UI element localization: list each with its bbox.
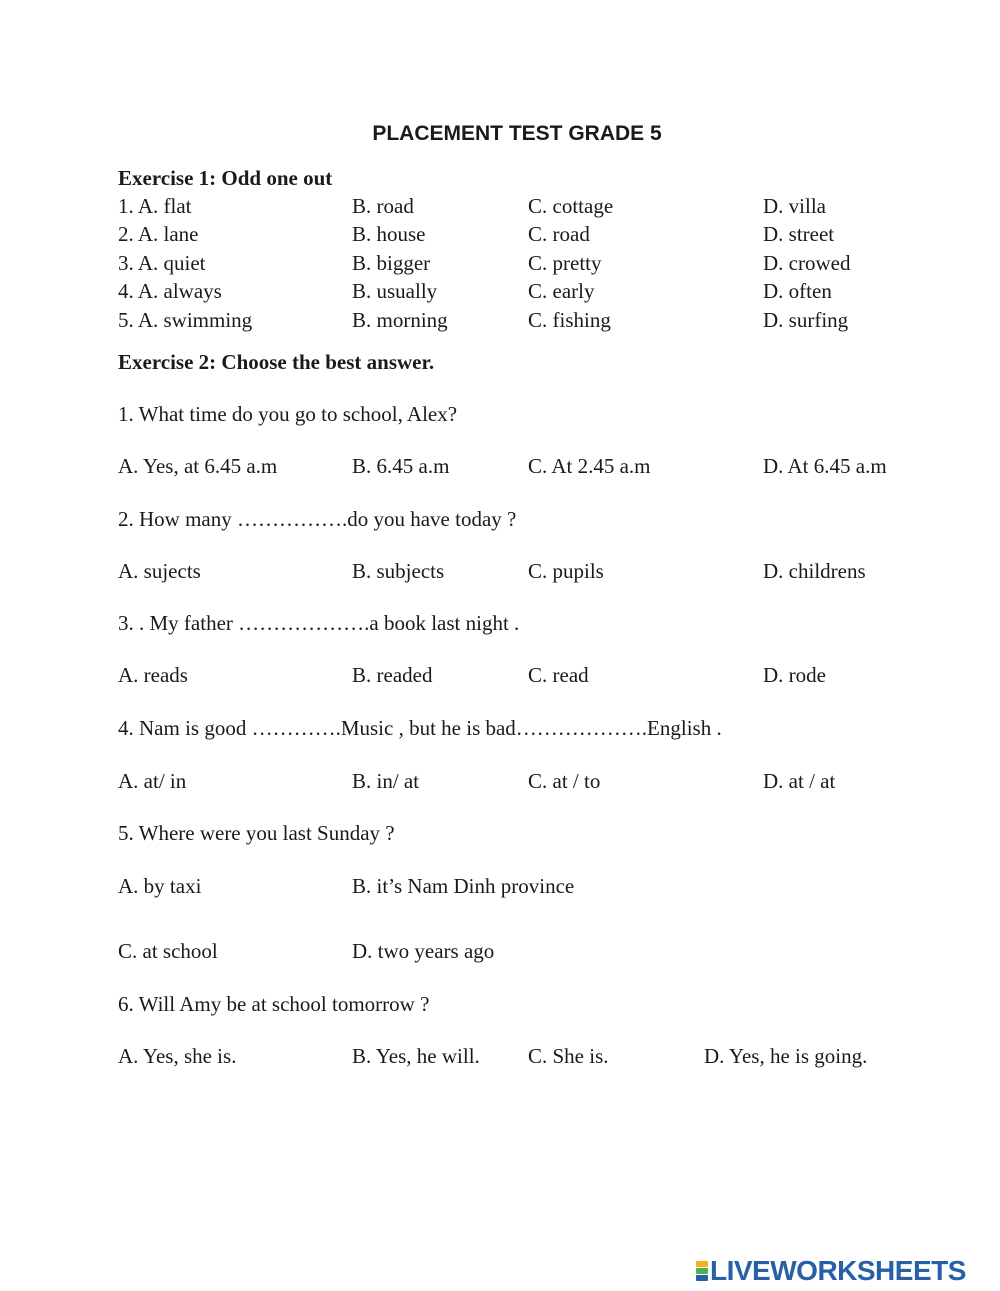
ex2-q3-option-a: A. reads <box>118 663 188 687</box>
ex2-q5-option-c: C. at school <box>118 939 218 963</box>
ex2-q3-option-c: C. read <box>528 663 589 687</box>
ex2-q3-option-d: D. rode <box>763 663 826 687</box>
ex2-q6-option-c: C. She is. <box>528 1044 609 1068</box>
ex2-q6-option-b: B. Yes, he will. <box>352 1044 480 1068</box>
ex2-q4-option-b: B. in/ at <box>352 769 420 793</box>
logo-mark-bar <box>696 1268 708 1274</box>
ex2-question-6: 6. Will Amy be at school tomorrow ? <box>118 992 430 1016</box>
ex2-q1-option-a: A. Yes, at 6.45 a.m <box>118 454 278 478</box>
exercise-1-heading: Exercise 1: Odd one out <box>118 166 333 190</box>
ex1-row-4-d: D. often <box>763 279 832 303</box>
ex2-question-3: 3. . My father ……………….a book last night . <box>118 611 520 635</box>
logo-mark-bar <box>696 1261 708 1267</box>
ex2-q2-option-d: D. childrens <box>763 559 866 583</box>
ex1-row-2-c: C. road <box>528 222 590 246</box>
ex2-q6-option-d: D. Yes, he is going. <box>704 1044 868 1068</box>
ex1-row-5-c: C. fishing <box>528 308 611 332</box>
ex2-q5-option-b: B. it’s Nam Dinh province <box>352 874 575 898</box>
ex2-q6-option-a: A. Yes, she is. <box>118 1044 237 1068</box>
ex1-row-1-d: D. villa <box>763 194 826 218</box>
ex2-question-4: 4. Nam is good ………….Music , but he is bad……………….English . <box>118 716 722 740</box>
ex2-q3-option-b: B. readed <box>352 663 433 687</box>
ex1-row-3-d: D. crowed <box>763 251 851 275</box>
ex1-row-3-a: 3. A. quiet <box>118 251 206 275</box>
ex2-q2-option-a: A. sujects <box>118 559 201 583</box>
ex1-row-2-a: 2. A. lane <box>118 222 199 246</box>
ex1-row-2-b: B. house <box>352 222 426 246</box>
logo-mark-bar <box>696 1275 708 1281</box>
ex1-row-5-d: D. surfing <box>763 308 849 332</box>
ex2-q4-option-d: D. at / at <box>763 769 836 793</box>
ex2-q1-option-b: B. 6.45 a.m <box>352 454 450 478</box>
ex2-q4-option-c: C. at / to <box>528 769 601 793</box>
ex1-row-3-c: C. pretty <box>528 251 602 275</box>
ex1-row-4-c: C. early <box>528 279 595 303</box>
ex1-row-1-a: 1. A. flat <box>118 194 192 218</box>
exercise-2-heading: Exercise 2: Choose the best answer. <box>118 350 435 374</box>
ex1-row-5-a: 5. A. swimming <box>118 308 253 332</box>
ex1-row-1-c: C. cottage <box>528 194 614 218</box>
ex1-row-2-d: D. street <box>763 222 835 246</box>
ex1-row-3-b: B. bigger <box>352 251 431 275</box>
ex1-row-4-b: B. usually <box>352 279 438 303</box>
logo-text: LIVEWORKSHEETS <box>710 1255 966 1286</box>
ex2-q4-option-a: A. at/ in <box>118 769 187 793</box>
ex1-row-4-a: 4. A. always <box>118 279 222 303</box>
liveworksheets-logo <box>696 1256 966 1286</box>
ex2-q1-option-d: D. At 6.45 a.m <box>763 454 887 478</box>
logo-mark-icon <box>696 1261 708 1281</box>
ex2-question-5: 5. Where were you last Sunday ? <box>118 821 395 845</box>
ex2-question-1: 1. What time do you go to school, Alex? <box>118 402 458 426</box>
ex2-q2-option-c: C. pupils <box>528 559 604 583</box>
ex2-q5-option-d: D. two years ago <box>352 939 495 963</box>
ex2-question-2: 2. How many …………….do you have today ? <box>118 507 517 531</box>
ex1-row-1-b: B. road <box>352 194 414 218</box>
ex2-q5-option-a: A. by taxi <box>118 874 202 898</box>
ex2-q1-option-c: C. At 2.45 a.m <box>528 454 651 478</box>
page-title: PLACEMENT TEST GRADE 5 <box>372 122 662 145</box>
ex1-row-5-b: B. morning <box>352 308 448 332</box>
ex2-q2-option-b: B. subjects <box>352 559 445 583</box>
